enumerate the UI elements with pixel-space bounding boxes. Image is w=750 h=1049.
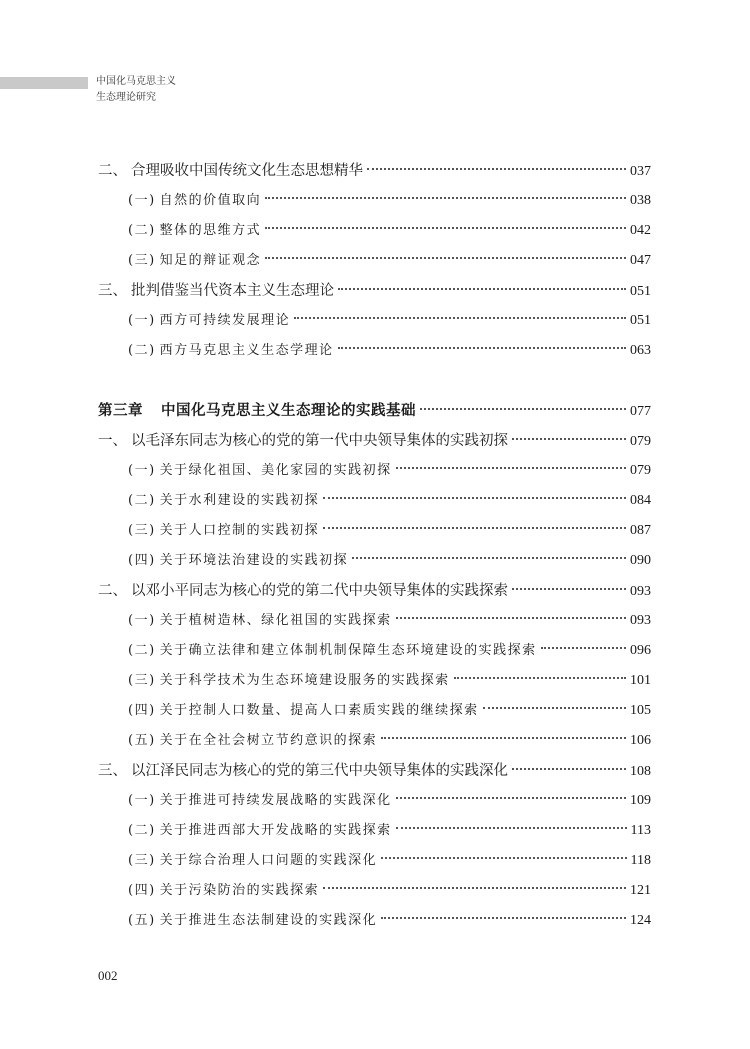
running-header: [96, 74, 176, 106]
toc-leader-dots: [323, 887, 626, 889]
toc-entry-title: 合理吸收中国传统文化生态思想精华: [131, 163, 363, 179]
toc-entry-number: (二): [128, 343, 156, 358]
toc-entry-number: (二): [128, 643, 156, 658]
toc-entry: [98, 876, 651, 906]
toc-entry-number: 二、: [98, 163, 127, 179]
toc-leader-dots: [265, 227, 626, 229]
toc-entry-page: 096: [630, 643, 651, 658]
toc-entry-number: (二): [128, 823, 156, 838]
toc-leader-dots: [396, 797, 626, 799]
toc-entry: [98, 726, 651, 756]
toc-entry-number: (五): [128, 913, 156, 928]
running-header-line2: 生态理论研究: [96, 92, 156, 103]
toc-entry: [98, 816, 651, 846]
toc-entry-number: (四): [128, 703, 156, 718]
toc-entry-title: 关于确立法律和建立体制机制保障生态环境建设的实践探索: [159, 643, 537, 658]
toc-entry-page: 113: [630, 823, 651, 838]
toc-entry: [98, 786, 651, 816]
toc-entry: [98, 546, 651, 576]
toc-entry: [98, 426, 651, 456]
toc-entry: [98, 186, 651, 216]
toc-entry-page: 108: [630, 764, 651, 779]
toc-entry-page: 038: [630, 193, 651, 208]
toc-entry-title: 西方可持续发展理论: [159, 313, 291, 328]
toc-entry-number: (三): [128, 523, 156, 538]
toc-entry-page: 077: [630, 404, 651, 419]
toc-entry-page: 079: [630, 463, 651, 478]
toc-entry-title: 关于人口控制的实践初探: [159, 523, 320, 538]
toc-entry-title: 以毛泽东同志为核心的党的第一代中央领导集体的实践初探: [131, 433, 508, 449]
toc-entry-page: 093: [630, 613, 651, 628]
toc-entry-page: 063: [630, 343, 651, 358]
toc-entry-page: 087: [630, 523, 651, 538]
toc-entry-title: 关于推进西部大开发战略的实践探索: [159, 823, 392, 838]
toc-entry-title: 以邓小平同志为核心的党的第二代中央领导集体的实践探索: [131, 583, 508, 599]
toc-leader-dots: [367, 168, 626, 170]
toc-leader-dots: [352, 557, 626, 559]
toc-entry: [98, 696, 651, 726]
toc-entry-page: 109: [630, 793, 651, 808]
toc-entry-number: (五): [128, 733, 156, 748]
toc-entry-page: 084: [630, 493, 651, 508]
toc-leader-dots: [323, 497, 626, 499]
toc-leader-dots: [381, 857, 626, 859]
toc-leader-dots: [338, 347, 626, 349]
toc-entry-page: 101: [630, 673, 651, 688]
toc-leader-dots: [323, 527, 626, 529]
toc-entry: [98, 636, 651, 666]
toc-entry-number: 二、: [98, 583, 127, 599]
toc-entry: [98, 666, 651, 696]
toc-entry-page: 042: [630, 223, 651, 238]
toc-entry-page: 051: [630, 313, 651, 328]
toc-entry-page: 121: [630, 883, 651, 898]
toc-leader-dots: [454, 677, 626, 679]
toc-entry-title: 关于综合治理人口问题的实践深化: [159, 853, 378, 868]
toc-entry-number: 三、: [98, 763, 127, 779]
toc-entry-title: 关于控制人口数量、提高人口素质实践的继续探索: [159, 703, 479, 718]
toc-entry-number: (一): [128, 193, 156, 208]
toc-leader-dots: [396, 827, 627, 829]
toc-entry: [98, 576, 651, 606]
toc-entry-number: (三): [128, 853, 156, 868]
toc-entry-page: 047: [630, 253, 651, 268]
toc-leader-dots: [512, 768, 626, 770]
toc-entry-number: (一): [128, 313, 156, 328]
toc-entry-page: 093: [630, 584, 651, 599]
toc-entry-title: 关于绿化祖国、美化家园的实践初探: [159, 463, 392, 478]
toc-entry-number: (一): [128, 463, 156, 478]
toc-entry: [98, 516, 651, 546]
page-number: 002: [98, 968, 118, 983]
toc-entry: [98, 246, 651, 276]
toc-entry: [98, 906, 651, 936]
toc-entry-title: 关于推进生态法制建设的实践深化: [159, 913, 378, 928]
running-header-line1: 中国化马克思主义: [96, 76, 176, 87]
toc-leader-dots: [512, 438, 626, 440]
toc-entry-number: 第三章: [98, 402, 143, 419]
toc-entry-title: 整体的思维方式: [159, 223, 262, 238]
toc-entry-title: 关于科学技术为生态环境建设服务的实践探索: [159, 673, 450, 688]
toc-entry-page: 118: [630, 853, 651, 868]
toc-entry-page: 124: [630, 913, 651, 928]
toc-entry-title: 知足的辩证观念: [159, 253, 262, 268]
toc-entry-page: 079: [630, 434, 651, 449]
toc-entry-title: 以江泽民同志为核心的党的第三代中央领导集体的实践深化: [131, 763, 508, 779]
toc-entry-title: 关于环境法治建设的实践初探: [159, 553, 349, 568]
toc-entry-title: 批判借鉴当代资本主义生态理论: [131, 283, 334, 299]
toc-leader-dots: [265, 197, 626, 199]
toc-entry-number: (二): [128, 493, 156, 508]
toc-entry-page: 106: [630, 733, 651, 748]
toc-leader-dots: [294, 317, 626, 319]
toc-entry-number: 一、: [98, 433, 127, 449]
toc-entry-title: 关于污染防治的实践探索: [159, 883, 320, 898]
toc-entry-number: (三): [128, 673, 156, 688]
toc-entry: [98, 156, 651, 186]
toc-leader-dots: [420, 408, 626, 410]
toc-entry: [98, 396, 651, 426]
toc-entry-page: 037: [630, 164, 651, 179]
toc-entry-number: (四): [128, 883, 156, 898]
toc-entry: [98, 276, 651, 306]
toc-leader-dots: [338, 288, 626, 290]
toc-leader-dots: [541, 647, 626, 649]
toc-entry: [98, 306, 651, 336]
toc-entry-title: 关于在全社会树立节约意识的探索: [159, 733, 378, 748]
table-of-contents: [98, 156, 651, 936]
toc-entry-number: (一): [128, 613, 156, 628]
toc-leader-dots: [396, 617, 626, 619]
toc-entry: [98, 606, 651, 636]
toc-leader-dots: [381, 917, 626, 919]
toc-entry: [98, 456, 651, 486]
toc-entry-number: (一): [128, 793, 156, 808]
toc-leader-dots: [512, 588, 626, 590]
toc-entry-title: 西方马克思主义生态学理论: [159, 343, 334, 358]
toc-entry-number: 三、: [98, 283, 127, 299]
toc-entry-title: 中国化马克思主义生态理论的实践基础: [161, 402, 416, 419]
toc-entry: [98, 336, 651, 366]
running-header-bar: [0, 77, 88, 89]
toc-entry: [98, 486, 651, 516]
toc-entry-title: 关于植树造林、绿化祖国的实践探索: [159, 613, 392, 628]
toc-entry-title: 关于水利建设的实践初探: [159, 493, 320, 508]
toc-entry-page: 090: [630, 553, 651, 568]
toc-entry-number: (二): [128, 223, 156, 238]
toc-entry-title: 自然的价值取向: [159, 193, 262, 208]
toc-leader-dots: [265, 257, 626, 259]
toc-entry-title: 关于推进可持续发展战略的实践深化: [159, 793, 392, 808]
toc-entry: [98, 216, 651, 246]
toc-entry-number: (三): [128, 253, 156, 268]
toc-entry: [98, 846, 651, 876]
toc-entry-page: 051: [630, 284, 651, 299]
toc-entry-number: (四): [128, 553, 156, 568]
toc-entry: [98, 756, 651, 786]
toc-leader-dots: [396, 467, 626, 469]
toc-leader-dots: [483, 707, 626, 709]
toc-entry-page: 105: [630, 703, 651, 718]
toc-leader-dots: [381, 737, 626, 739]
